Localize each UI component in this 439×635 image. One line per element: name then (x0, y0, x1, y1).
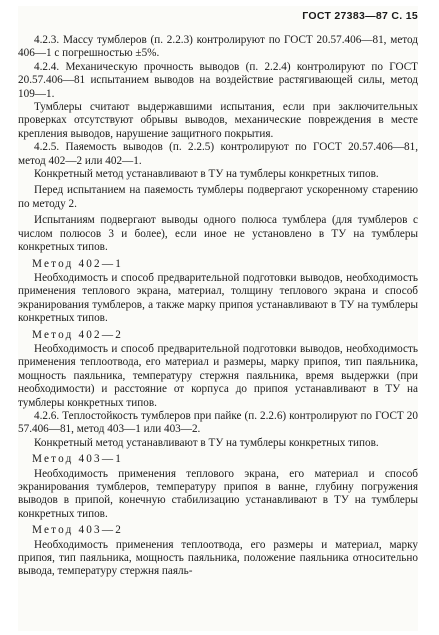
paragraph: Необходимость и способ предварительной подготовки выводов, необходимость применения теплоотвода, его материал и размеры, марку припоя, тип паяльника, мощность паяльника, температуру стержня паяльника, время выдержки (при необходимости) и расстояние от корпуса до припоя устанавливают в ТУ на тумблеры конкретных типов. (18, 342, 418, 409)
document-page (18, 6, 418, 631)
method-heading: Метод 402—2 (32, 328, 124, 341)
paragraph: 4.2.5. Паяемость выводов (п. 2.2.5) контролируют по ГОСТ 20.57.406—81, метод 402—2 или 402—1. (18, 141, 418, 167)
paragraph: Необходимость применения теплоотвода, его размеры и материал, марку припоя, тип паяльника, мощность паяльника, положение паяльника относительно вывода, температуру стержня паяль- (18, 538, 418, 578)
method-heading: Метод 403—1 (32, 453, 124, 466)
document-body (18, 34, 418, 579)
paragraph: 4.2.4. Механическую прочность выводов (п. 2.2.4) контролируют по ГОСТ 20.57.406—81 испытанием выводов на воздействие растягивающей силы, метод 109—1. (18, 60, 418, 100)
paragraph: Необходимость и способ предварительной подготовки выводов, необходимость применения теплового экрана, материал, толщину теплового экрана и способ экранирования тумблеров, а также марку припоя устанавливают в ТУ на тумблеры конкретных типов. (18, 271, 418, 325)
paragraph: Необходимость применения теплового экрана, его материал и способ экранирования тумблеров, температуру припоя в ванне, глубину погружения выводов в припой, конечную стабилизацию устанавливают в ТУ на тумблеры конкретных типов. (18, 467, 418, 520)
paragraph: 4.2.3. Массу тумблеров (п. 2.2.3) контролируют по ГОСТ 20.57.406—81, метод 406—1 с погрешностью ±5%. (18, 34, 418, 60)
paragraph: Тумблеры считают выдержавшими испытания, если при заключительных проверках отсутствуют обрывы выводов, механические повреждения в месте крепления выводов, нарушение защитного покрытия. (18, 101, 418, 140)
method-heading: Метод 402—1 (32, 257, 124, 270)
paragraph: Конкретный метод устанавливают в ТУ на тумблеры конкретных типов. (34, 436, 379, 449)
paragraph: Перед испытанием на паяемость тумблеры подвергают ускоренному старению по методу 2. (18, 184, 418, 210)
paragraph: Конкретный метод устанавливают в ТУ на тумблеры конкретных типов. (34, 168, 379, 181)
paragraph: Испытаниям подвергают выводы одного полюса тумблера (для тумблеров с числом полюсов 3 и более), если иное не установлено в ТУ на тумблеры конкретных типов. (18, 214, 418, 254)
paragraph: 4.2.6. Теплостойкость тумблеров при пайке (п. 2.2.6) контролируют по ГОСТ 20 57.406—81, метод 403—1 или 403—2. (18, 409, 418, 436)
page-header: ГОСТ 27383—87 С. 15 (302, 10, 418, 22)
method-heading: Метод 403—2 (32, 524, 124, 537)
